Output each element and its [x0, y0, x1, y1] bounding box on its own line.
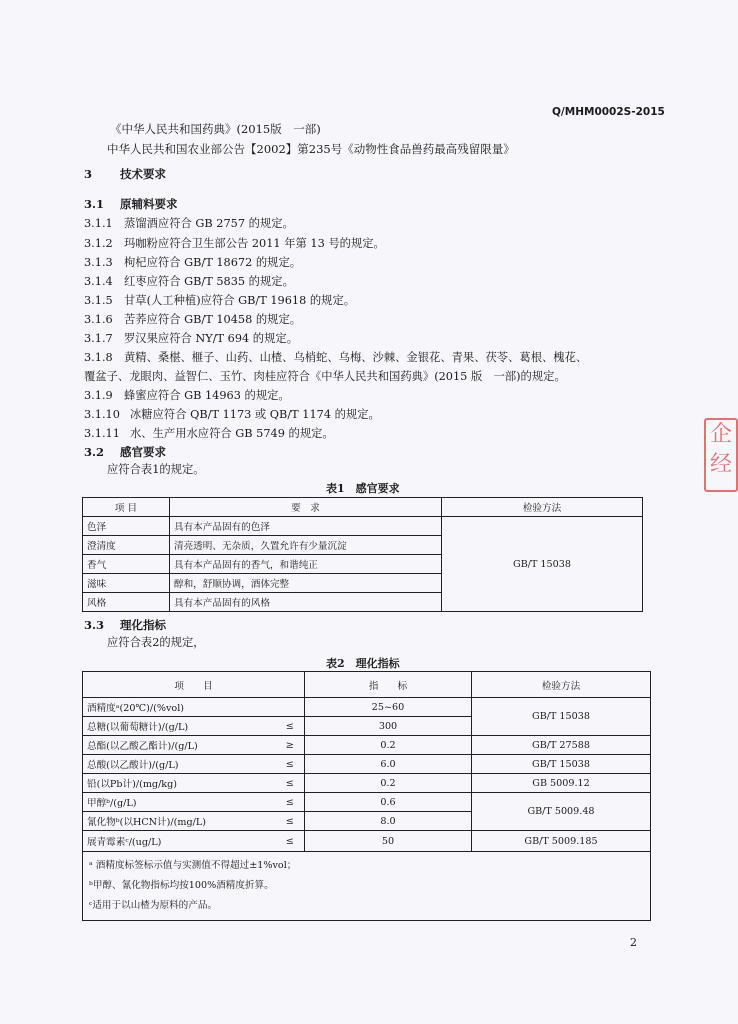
cell-requirement: 具有本产品固有的香气，和谐纯正 — [170, 555, 442, 574]
cell-method: GB/T 15038 — [472, 755, 651, 774]
page-number: 2 — [630, 936, 637, 949]
cell-item: 酒精度ᵃ(20℃)/(%vol) — [83, 698, 276, 717]
table1-caption: 表1 感官要求 — [326, 482, 400, 495]
cell-operator: ≤ — [276, 774, 305, 793]
cell-requirement: 具有本产品固有的风格 — [170, 593, 442, 612]
clause-text: 水、生产用水应符合 GB 5749 的规定。 — [130, 427, 334, 440]
section-3-3-intro: 应符合表2的规定， — [107, 636, 205, 649]
clause-text: 冰糖应符合 QB/T 1173 或 QB/T 1174 的规定。 — [130, 408, 380, 421]
table-header-row — [83, 498, 643, 517]
cell-item: 总酸(以乙酸计)/(g/L) — [83, 755, 276, 774]
table-row — [83, 831, 651, 852]
clause-text: 黄精、桑椹、榧子、山药、山楂、乌梢蛇、乌梅、沙棘、金银花、青果、茯苓、葛根、槐花、 — [124, 351, 588, 364]
note-a: ᵃ 酒精度标签标示值与实测值不得超过±1%vol； — [89, 860, 297, 871]
section-3-heading — [84, 166, 166, 182]
cell-item: 甲醇ᵇ/(g/L) — [83, 793, 276, 812]
clause-text: 苦荞应符合 GB/T 10458 的规定。 — [124, 313, 302, 326]
section-title: 感官要求 — [120, 445, 166, 459]
clause-number: 3.1.8 — [84, 351, 113, 364]
header-item: 项 目 — [83, 498, 170, 517]
cell-method: GB/T 5009.185 — [472, 831, 651, 852]
cell-value: 0.2 — [305, 736, 472, 755]
cell-item: 铅(以Pb计)/(mg/kg) — [83, 774, 276, 793]
table-row — [83, 698, 651, 717]
clause-3-1-5 — [84, 292, 355, 308]
clause-3-1-8-continued: 覆盆子、龙眼肉、益智仁、玉竹、肉桂应符合《中华人民共和国药典》(2015 版 一部)的规定。 — [84, 370, 566, 383]
table-row — [83, 755, 651, 774]
cell-operator: ≤ — [276, 793, 305, 812]
table-row — [83, 793, 651, 812]
clause-number: 3.1.5 — [84, 294, 113, 307]
clause-3-1-11 — [84, 425, 334, 441]
cell-method: GB/T 27588 — [472, 736, 651, 755]
header-requirement: 要 求 — [170, 498, 442, 517]
clause-text: 蜂蜜应符合 GB 14963 的规定。 — [124, 389, 290, 402]
clause-3-1-7 — [84, 330, 298, 346]
cell-item: 香气 — [83, 555, 170, 574]
table-row — [83, 517, 643, 536]
clause-3-1-2 — [84, 235, 385, 251]
header-index: 指 标 — [305, 672, 472, 698]
cell-value: 0.2 — [305, 774, 472, 793]
clause-number: 3.1.1 — [84, 217, 113, 230]
cell-item: 风格 — [83, 593, 170, 612]
reference-ministry-notice: 中华人民共和国农业部公告【2002】第235号《动物性食品兽药最高残留限量》 — [107, 142, 515, 156]
clause-number: 3.1.4 — [84, 275, 113, 288]
cell-value: 25~60 — [305, 698, 472, 717]
cell-requirement: 醇和，舒顺协调，酒体完整 — [170, 574, 442, 593]
note-c: ᶜ适用于以山楂为原料的产品。 — [89, 900, 218, 911]
clause-3-1-10 — [84, 406, 380, 422]
cell-method: GB/T 5009.48 — [472, 793, 651, 831]
clause-number: 3.1.6 — [84, 313, 113, 326]
cell-method: GB/T 15038 — [442, 517, 643, 612]
cell-value: 0.6 — [305, 793, 472, 812]
section-title: 原辅料要求 — [120, 197, 178, 211]
clause-3-1-8 — [84, 349, 587, 365]
section-number: 3 — [84, 167, 93, 181]
clause-text: 蒸馏酒应符合 GB 2757 的规定。 — [124, 217, 294, 230]
clause-text: 玛咖粉应符合卫生部公告 2011 年第 13 号的规定。 — [124, 237, 385, 250]
clause-text: 罗汉果应符合 NY/T 694 的规定。 — [124, 332, 298, 345]
cell-operator: ≤ — [276, 812, 305, 831]
table-notes-row — [83, 852, 651, 921]
cell-item: 氰化物ᵇ(以HCN计)/(mg/L) — [83, 812, 276, 831]
clause-number: 3.1.9 — [84, 389, 113, 402]
cell-requirement: 清亮透明、无杂质，久置允许有少量沉淀 — [170, 536, 442, 555]
section-number: 3.2 — [84, 445, 105, 459]
clause-text: 枸杞应符合 GB/T 18672 的规定。 — [124, 256, 302, 269]
cell-operator: ≤ — [276, 755, 305, 774]
cell-requirement: 具有本产品固有的色泽 — [170, 517, 442, 536]
table-row — [83, 736, 651, 755]
clause-3-1-4 — [84, 273, 294, 289]
clause-3-1-9 — [84, 387, 290, 403]
table-row — [83, 774, 651, 793]
standard-code: Q/MHM0002S-2015 — [552, 106, 665, 118]
table2-caption: 表2 理化指标 — [326, 657, 400, 670]
section-title: 理化指标 — [120, 618, 166, 632]
clause-text: 红枣应符合 GB/T 5835 的规定。 — [124, 275, 294, 288]
section-3-2-heading — [84, 444, 166, 460]
cell-item: 滋味 — [83, 574, 170, 593]
cell-method: GB 5009.12 — [472, 774, 651, 793]
reference-pharmacopoeia: 《中华人民共和国药典》(2015版 一部) — [110, 122, 321, 136]
clause-3-1-1 — [84, 215, 294, 231]
header-method: 检验方法 — [442, 498, 643, 517]
clause-number: 3.1.7 — [84, 332, 113, 345]
section-3-2-intro: 应符合表1的规定。 — [107, 463, 205, 476]
section-number: 3.3 — [84, 618, 105, 632]
cell-operator: ≥ — [276, 736, 305, 755]
section-number: 3.1 — [84, 197, 105, 211]
clause-number: 3.1.2 — [84, 237, 113, 250]
cell-value: 6.0 — [305, 755, 472, 774]
section-title: 技术要求 — [120, 167, 166, 181]
table1-sensory — [82, 497, 643, 612]
table-notes — [83, 852, 651, 921]
note-b: ᵇ甲醇、氰化物指标均按100%酒精度折算。 — [89, 880, 274, 891]
header-item: 项 目 — [83, 672, 305, 698]
table2-physicochemical — [82, 671, 651, 921]
cell-operator: ≤ — [276, 831, 305, 852]
red-seal-stamp: 企 经 — [704, 418, 738, 492]
cell-value: 300 — [305, 717, 472, 736]
clause-number: 3.1.10 — [84, 408, 120, 421]
cell-item: 展青霉素ᶜ/(ug/L) — [83, 831, 276, 852]
cell-item: 总酯(以乙酸乙酯计)/(g/L) — [83, 736, 276, 755]
cell-item: 澄清度 — [83, 536, 170, 555]
cell-value: 8.0 — [305, 812, 472, 831]
clause-3-1-6 — [84, 311, 301, 327]
clause-number: 3.1.11 — [84, 427, 120, 440]
table-header-row — [83, 672, 651, 698]
cell-value: 50 — [305, 831, 472, 852]
clause-3-1-3 — [84, 254, 301, 270]
cell-operator — [276, 698, 305, 717]
cell-method: GB/T 15038 — [472, 698, 651, 736]
clause-number: 3.1.3 — [84, 256, 113, 269]
cell-item: 色泽 — [83, 517, 170, 536]
section-3-3-heading — [84, 617, 166, 633]
cell-operator: ≤ — [276, 717, 305, 736]
section-3-1-heading — [84, 196, 178, 212]
header-method: 检验方法 — [472, 672, 651, 698]
clause-text: 甘草(人工种植)应符合 GB/T 19618 的规定。 — [124, 294, 356, 307]
cell-item: 总糖(以葡萄糖计)/(g/L) — [83, 717, 276, 736]
